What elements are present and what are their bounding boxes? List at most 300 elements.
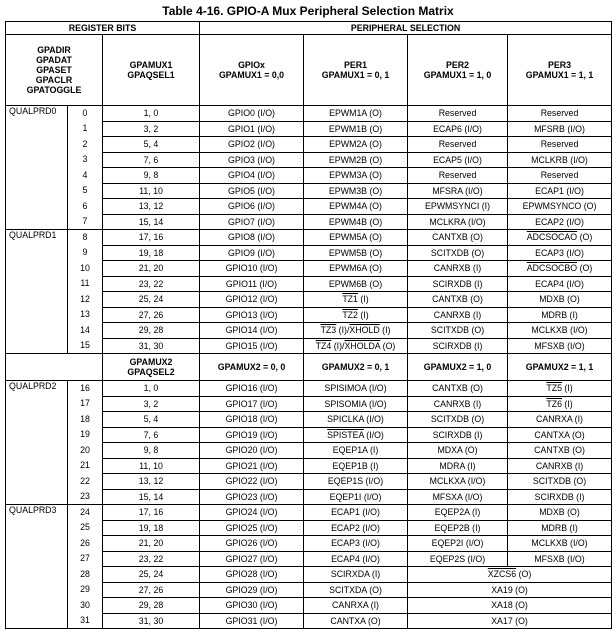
mux-bits-cell: 13, 12 [103,474,200,490]
peripheral-cell: EPWM6B (O) [304,276,408,292]
peripheral-cell: EPWM4B (O) [304,214,408,230]
bit-number-label: 29 [67,582,102,598]
gpiox-header [200,35,304,106]
peripheral-cell: CANTXB (O) [408,381,508,397]
peripheral-cell: SCIRXDB (I) [508,489,612,505]
mux-bits-cell: 5, 4 [103,412,200,428]
peripheral-cell: EPWM6A (O) [304,261,408,277]
overline-signal: XZCS6 [487,569,517,580]
qualprd-group-cell [6,567,103,583]
mux2-label: GPAMUX2 [129,357,173,367]
mux-bits-cell: 13, 12 [103,199,200,215]
peripheral-cell: SCIRXDB (I) [408,427,508,443]
peripheral-cell: GPIO13 (I/O) [200,307,304,323]
peripheral-cell: SPISOMIA (I/O) [304,396,408,412]
peripheral-cell: Reserved [508,168,612,184]
peripheral-cell: ECAP4 (I/O) [508,276,612,292]
peripheral-cell: GPIO4 (I/O) [200,168,304,184]
bit-number-label: 28 [67,567,102,583]
overline-signal: TZ1 [342,294,358,305]
overline-signal: ADCSOCBO [526,263,578,274]
mux-bits-cell: 15, 14 [103,214,200,230]
peripheral-cell: CANRXA (I) [304,598,408,614]
peripheral-cell: EPWMSYNCO (O) [508,199,612,215]
overline-signal: TZ3 [320,325,337,336]
peripheral-cell: XA19 (O) [408,582,612,598]
bit-number-label: 6 [67,199,102,215]
col-setting: GPAMUX1 = 1, 0 [423,70,492,80]
bit-number-label: 11 [67,276,102,292]
qualprd-group-cell [6,381,103,397]
qualprd-group-cell [6,443,103,459]
mux-bits-cell: 23, 22 [103,276,200,292]
mux-bits-cell: 21, 20 [103,261,200,277]
peripheral-cell: MFSXB (I/O) [508,551,612,567]
table-row [6,106,612,122]
peripheral-cell: EPWM3A (O) [304,168,408,184]
bit-number-label: 12 [67,292,102,308]
peripheral-cell: SCIRXDB (I) [408,338,508,354]
peripheral-cell: ECAP2 (I/O) [508,214,612,230]
qualprd-group-cell [6,338,103,354]
peripheral-selection-header: PERIPHERAL SELECTION [200,22,612,35]
col-setting: GPAMUX1 = 0, 1 [321,70,390,80]
mux1-label: GPAMUX1 [129,60,173,70]
peripheral-cell: GPIO14 (I/O) [200,323,304,339]
peripheral-cell: MDRB (I) [508,520,612,536]
table-row [6,292,612,308]
peripheral-cell: GPIO31 (I/O) [200,613,304,629]
mux-bits-cell: 19, 18 [103,520,200,536]
peripheral-cell: SCITXDB (O) [408,323,508,339]
peripheral-cell: EPWM2B (O) [304,152,408,168]
qualprd-label: QUALPRD1 [9,230,57,240]
mux-bits-cell: 17, 16 [103,505,200,521]
peripheral-cell: SCITXDB (O) [408,412,508,428]
reg-name: GPADAT [36,55,72,65]
peripheral-cell: TZ2 (I) [304,307,408,323]
overline-signal: SPISTEA [327,429,364,440]
qualprd-group-cell [6,106,103,122]
mux2-setting-header: GPAMUX2 = 1, 1 [508,354,612,381]
table-row [6,520,612,536]
mux-bits-cell: 1, 0 [103,381,200,397]
table-row [6,536,612,552]
peripheral-cell: MFSRB (I/O) [508,121,612,137]
peripheral-cell: CANRXA (I) [508,412,612,428]
mux2-setting-header: GPAMUX2 = 0, 0 [200,354,304,381]
peripheral-cell: GPIO9 (I/O) [200,245,304,261]
peripheral-cell: Reserved [408,106,508,122]
peripheral-cell: GPIO0 (I/O) [200,106,304,122]
qualprd-group-cell [6,458,103,474]
bit-number-label: 1 [67,121,102,137]
qsel2-label: GPAQSEL2 [127,367,175,377]
overline-signal: TZ2 [342,309,358,320]
qualprd-group-cell [6,245,103,261]
table-title: Table 4-16. GPIO-A Mux Peripheral Selection Matrix [162,4,454,18]
peripheral-cell: CANTXA (O) [508,427,612,443]
qualprd-group-cell [6,520,103,536]
peripheral-cell: MDXB (O) [508,292,612,308]
peripheral-cell: MCLKRB (I/O) [508,152,612,168]
col-name: PER3 [548,60,572,70]
peripheral-cell: Reserved [508,106,612,122]
mux-bits-cell: 7, 6 [103,427,200,443]
peripheral-cell: TZ6 (I) [508,396,612,412]
peripheral-cell: EQEP1B (I) [304,458,408,474]
table-row [6,121,612,137]
mux-bits-cell: 17, 16 [103,230,200,246]
mux-bits-cell: 27, 26 [103,582,200,598]
bit-number-label: 20 [67,443,102,459]
mux2-header [103,354,200,381]
bit-number-label: 2 [67,137,102,153]
bit-number-label: 13 [67,307,102,323]
peripheral-cell: ADCSOCBO (O) [508,261,612,277]
qualprd-group-cell [6,396,103,412]
mux-bits-cell: 19, 18 [103,245,200,261]
peripheral-cell: GPIO16 (I/O) [200,381,304,397]
peripheral-cell: GPIO10 (I/O) [200,261,304,277]
peripheral-cell: ECAP6 (I/O) [408,121,508,137]
peripheral-cell: MFSXA (I/O) [408,489,508,505]
qualprd-group-cell [6,582,103,598]
peripheral-cell: XA18 (O) [408,598,612,614]
header-row-mux1 [6,35,612,106]
qualprd-label: QUALPRD0 [9,106,57,116]
table-row [6,505,612,521]
peripheral-cell: EQEP1I (I/O) [304,489,408,505]
mux-bits-cell: 9, 8 [103,443,200,459]
peripheral-cell: CANRXB (I) [408,396,508,412]
header-row-top [6,22,612,35]
table-row [6,412,612,428]
peripheral-cell: TZ3 (I)/XHOLD (I) [304,323,408,339]
qualprd-group-cell [6,276,103,292]
bit-number-label: 24 [67,505,102,520]
table-row [6,261,612,277]
mux-bits-cell: 11, 10 [103,183,200,199]
peripheral-cell: GPIO24 (I/O) [200,505,304,521]
mux-bits-cell: 11, 10 [103,458,200,474]
peripheral-cell: GPIO23 (I/O) [200,489,304,505]
qualprd-group-cell [6,261,103,277]
bit-number-label: 9 [67,245,102,261]
bit-number-label: 22 [67,474,102,490]
peripheral-cell: ECAP3 (I/O) [508,245,612,261]
mux2-setting-header: GPAMUX2 = 1, 0 [408,354,508,381]
qualprd-group-cell [6,598,103,614]
qualprd-group-cell [6,137,103,153]
bit-number-label: 30 [67,598,102,614]
peripheral-cell: GPIO19 (I/O) [200,427,304,443]
peripheral-cell: GPIO1 (I/O) [200,121,304,137]
peripheral-cell: EPWM5B (O) [304,245,408,261]
peripheral-cell: GPIO29 (I/O) [200,582,304,598]
col-setting: GPAMUX1 = 0,0 [218,70,285,80]
peripheral-cell: GPIO6 (I/O) [200,199,304,215]
peripheral-cell: GPIO7 (I/O) [200,214,304,230]
bit-number-label: 3 [67,152,102,168]
overline-signal: ADCSOCAO [526,232,578,243]
peripheral-cell: GPIO5 (I/O) [200,183,304,199]
peripheral-cell: GPIO25 (I/O) [200,520,304,536]
peripheral-cell: MDRA (I) [408,458,508,474]
peripheral-cell: CANRXB (I) [408,261,508,277]
table-row [6,598,612,614]
table-row [6,338,612,354]
qualprd-group-cell [6,152,103,168]
peripheral-cell: GPIO28 (I/O) [200,567,304,583]
table-row [6,381,612,397]
table-row [6,613,612,629]
qsel1-label: GPAQSEL1 [127,70,175,80]
peripheral-cell: GPIO11 (I/O) [200,276,304,292]
peripheral-cell: CANTXB (O) [408,230,508,246]
header-row-mux2 [6,354,612,381]
table-row [6,183,612,199]
peripheral-cell: EPWM3B (O) [304,183,408,199]
qualprd-group-cell [6,489,103,505]
peripheral-cell: SPICLKA (I/O) [304,412,408,428]
table-body [6,22,612,629]
bit-number-label: 26 [67,536,102,552]
per1-header [304,35,408,106]
mux-bits-cell: 25, 24 [103,567,200,583]
qualprd-group-cell [6,183,103,199]
peripheral-cell: SPISTEA (I/O) [304,427,408,443]
peripheral-cell: MCLKRA (I/O) [408,214,508,230]
bit-number-label: 4 [67,168,102,184]
peripheral-cell: CANTXA (O) [304,613,408,629]
qualprd-group-cell [6,121,103,137]
bit-number-label: 8 [67,230,102,245]
peripheral-cell: EQEP1A (I) [304,443,408,459]
peripheral-cell: Reserved [408,168,508,184]
peripheral-cell: MFSXB (I/O) [508,338,612,354]
peripheral-cell: GPIO2 (I/O) [200,137,304,153]
header-blank-cell [6,354,103,381]
peripheral-cell: EQEP1S (I/O) [304,474,408,490]
bit-number-label: 19 [67,427,102,443]
peripheral-cell: EPWM5A (O) [304,230,408,246]
overline-signal: TZ5 [546,383,562,394]
col-setting: GPAMUX1 = 1, 1 [525,70,594,80]
table-row [6,474,612,490]
qualprd-label: QUALPRD2 [9,381,57,391]
overline-signal: XHOLD [349,325,380,336]
qualprd-group-cell [6,427,103,443]
qualprd-label: QUALPRD3 [9,505,57,515]
qualprd-group-cell [6,230,103,246]
peripheral-cell: EQEP2A (I) [408,505,508,521]
peripheral-cell: EQEP2I (I/O) [408,536,508,552]
register-names-header [6,35,103,106]
mux-bits-cell: 3, 2 [103,396,200,412]
bit-number-label: 10 [67,261,102,277]
reg-name: GPACLR [35,75,73,85]
peripheral-cell: SPISIMOA (I/O) [304,381,408,397]
qualprd-group-cell [6,536,103,552]
table-row [6,245,612,261]
table-row [6,199,612,215]
bit-number-label: 27 [67,551,102,567]
peripheral-cell: Reserved [508,137,612,153]
peripheral-cell: GPIO27 (I/O) [200,551,304,567]
qualprd-group-cell [6,323,103,339]
peripheral-cell: CANTXB (O) [408,292,508,308]
table-row [6,551,612,567]
bit-number-label: 0 [67,106,102,121]
peripheral-cell: CANRXB (I) [408,307,508,323]
peripheral-cell: GPIO22 (I/O) [200,474,304,490]
mux-bits-cell: 3, 2 [103,121,200,137]
bit-number-label: 18 [67,412,102,428]
qualprd-group-cell [6,307,103,323]
peripheral-cell: MFSRA (I/O) [408,183,508,199]
peripheral-cell: MCLKXB (I/O) [508,536,612,552]
bit-number-label: 21 [67,458,102,474]
peripheral-cell: ECAP5 (I/O) [408,152,508,168]
peripheral-cell: SCITXDB (O) [408,245,508,261]
table-row [6,427,612,443]
peripheral-cell: TZ5 (I) [508,381,612,397]
table-row [6,567,612,583]
peripheral-cell: SCITXDB (O) [508,474,612,490]
peripheral-cell: MDXA (O) [408,443,508,459]
peripheral-cell: TZ1 (I) [304,292,408,308]
peripheral-cell: MDXB (O) [508,505,612,521]
reg-name: GPASET [36,65,72,75]
bit-number-label: 25 [67,520,102,536]
mux-matrix-table [5,21,612,629]
table-row [6,214,612,230]
peripheral-cell: GPIO18 (I/O) [200,412,304,428]
overline-signal: XHOLDA [344,340,381,351]
qualprd-group-cell [6,613,103,629]
peripheral-cell: MDRB (I) [508,307,612,323]
peripheral-cell: GPIO21 (I/O) [200,458,304,474]
reg-name: GPATOGGLE [26,85,82,95]
bit-number-label: 23 [67,489,102,504]
per3-header [508,35,612,106]
reg-name: GPADIR [37,45,71,55]
peripheral-cell: ECAP4 (I/O) [304,551,408,567]
table-row [6,489,612,505]
col-name: PER2 [446,60,469,70]
table-row [6,458,612,474]
qualprd-group-cell [6,168,103,184]
mux-bits-cell: 29, 28 [103,598,200,614]
mux-bits-cell: 31, 30 [103,338,200,354]
peripheral-cell: CANRXB (I) [508,458,612,474]
table-row [6,582,612,598]
peripheral-cell: SCITXDA (O) [304,582,408,598]
mux-bits-cell: 1, 0 [103,106,200,122]
mux-bits-cell: 5, 4 [103,137,200,153]
peripheral-cell: ECAP3 (I/O) [304,536,408,552]
bit-number-label: 15 [67,338,102,353]
peripheral-cell: GPIO30 (I/O) [200,598,304,614]
mux-bits-cell: 29, 28 [103,323,200,339]
mux-bits-cell: 27, 26 [103,307,200,323]
peripheral-cell: Reserved [408,137,508,153]
peripheral-cell: MCLKXA (I/O) [408,474,508,490]
col-name: PER1 [344,60,367,70]
overline-signal: TZ4 [315,340,332,351]
col-name: GPIOx [238,60,265,70]
mux-bits-cell: 21, 20 [103,536,200,552]
bit-number-label: 14 [67,323,102,339]
peripheral-cell: SCIRXDA (I) [304,567,408,583]
bit-number-label: 16 [67,381,102,396]
peripheral-cell: ECAP1 (I/O) [304,505,408,521]
table-row [6,323,612,339]
mux-bits-cell: 23, 22 [103,551,200,567]
peripheral-cell: EPWM4A (O) [304,199,408,215]
peripheral-cell: GPIO12 (I/O) [200,292,304,308]
mux-bits-cell: 31, 30 [103,613,200,629]
table-row [6,396,612,412]
peripheral-cell: SCIRXDB (I) [408,276,508,292]
peripheral-cell: EPWM1A (O) [304,106,408,122]
qualprd-group-cell [6,292,103,308]
peripheral-cell: EQEP2B (I) [408,520,508,536]
qualprd-group-cell [6,474,103,490]
peripheral-cell: ADCSOCAO (O) [508,230,612,246]
mux-bits-cell: 7, 6 [103,152,200,168]
mux1-header [103,35,200,106]
peripheral-cell: GPIO15 (I/O) [200,338,304,354]
table-row [6,307,612,323]
peripheral-cell: EPWM1B (O) [304,121,408,137]
qualprd-group-cell [6,505,103,521]
peripheral-cell: EPWMSYNCI (I) [408,199,508,215]
register-bits-header: REGISTER BITS [6,22,200,35]
peripheral-cell: GPIO26 (I/O) [200,536,304,552]
overline-signal: TZ6 [546,398,562,409]
peripheral-cell: ECAP2 (I/O) [304,520,408,536]
mux-bits-cell: 15, 14 [103,489,200,505]
per2-header [408,35,508,106]
table-row [6,230,612,246]
peripheral-cell: ECAP1 (I/O) [508,183,612,199]
peripheral-cell: GPIO3 (I/O) [200,152,304,168]
table-row [6,152,612,168]
table-row [6,137,612,153]
bit-number-label: 31 [67,613,102,628]
qualprd-group-cell [6,412,103,428]
peripheral-cell: GPIO17 (I/O) [200,396,304,412]
qualprd-group-cell [6,214,103,230]
qualprd-group-cell [6,551,103,567]
table-row [6,443,612,459]
peripheral-cell: XA17 (O) [408,613,612,629]
qualprd-group-cell [6,199,103,215]
peripheral-cell: GPIO20 (I/O) [200,443,304,459]
mux-bits-cell: 9, 8 [103,168,200,184]
peripheral-cell: EQEP2S (I/O) [408,551,508,567]
mux2-setting-header: GPAMUX2 = 0, 1 [304,354,408,381]
bit-number-label: 5 [67,183,102,199]
peripheral-cell: MCLKXB (I/O) [508,323,612,339]
bit-number-label: 17 [67,396,102,412]
peripheral-cell: XZCS6 (O) [408,567,612,583]
mux-bits-cell: 25, 24 [103,292,200,308]
peripheral-cell: GPIO8 (I/O) [200,230,304,246]
bit-number-label: 7 [67,214,102,229]
